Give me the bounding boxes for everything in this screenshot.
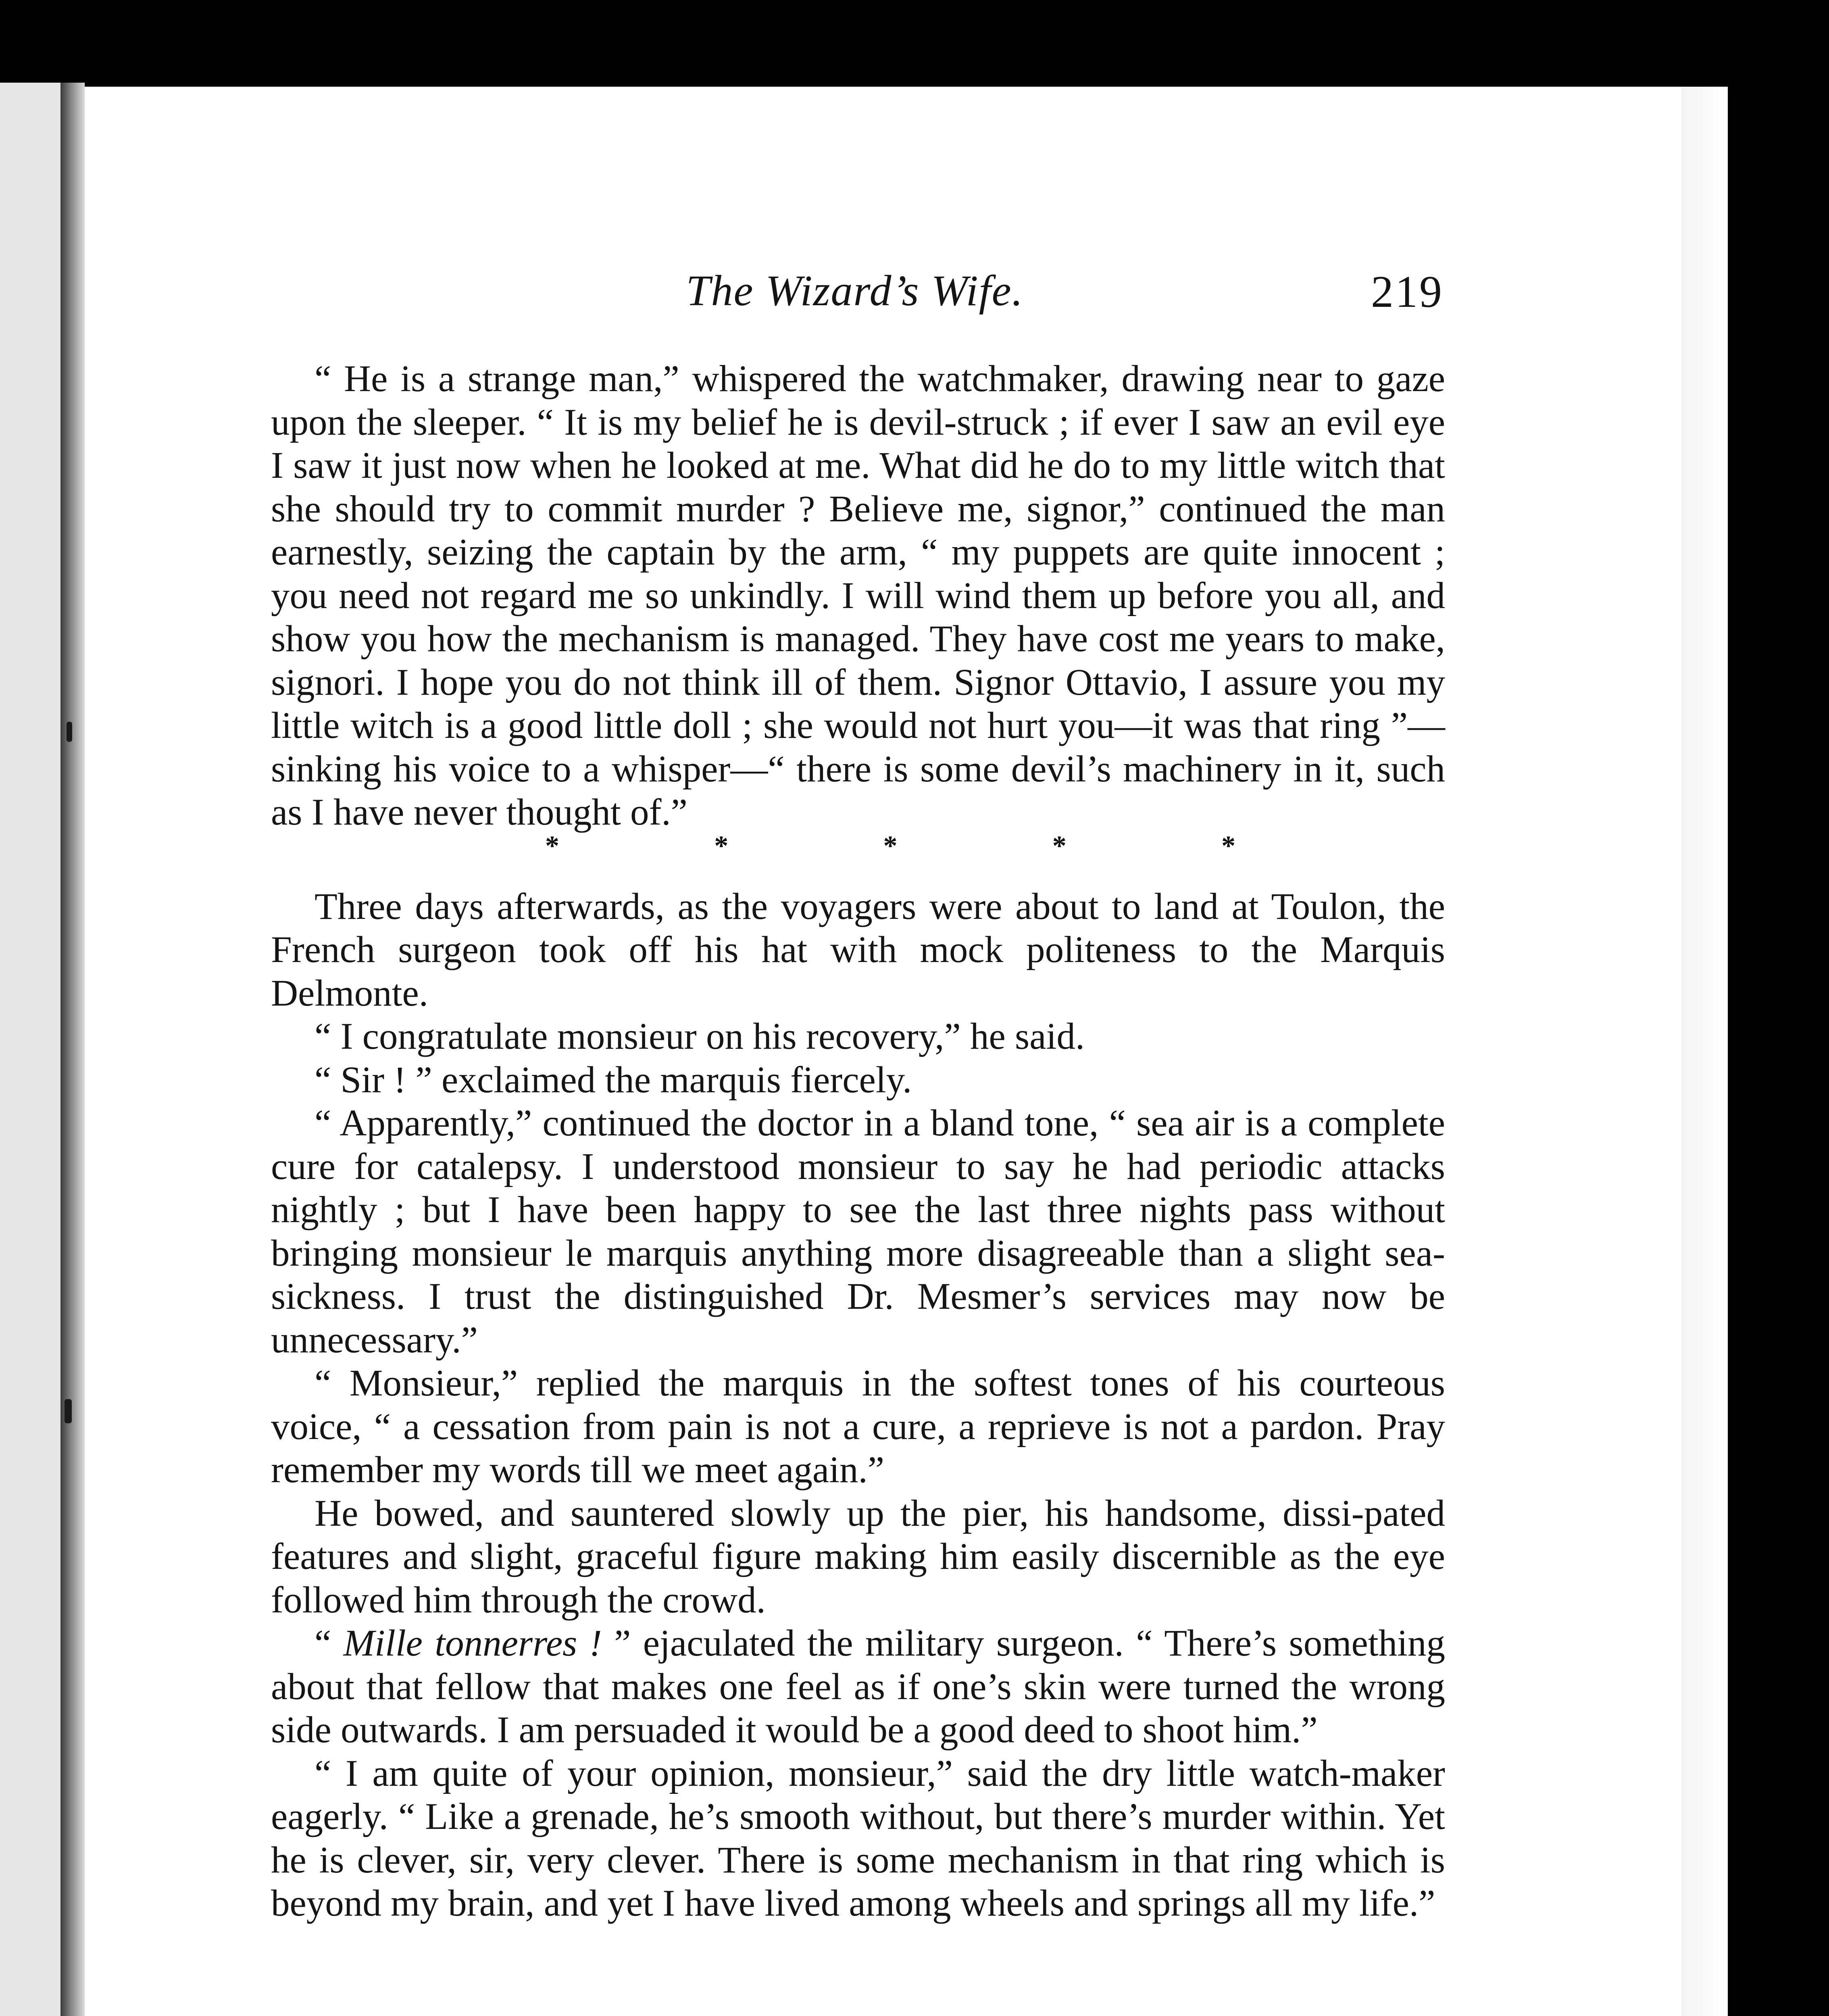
section-break — [271, 830, 1445, 878]
binding-speck — [67, 722, 72, 742]
text-run: “ Monsieur,” replied the marquis in the softest tones of his courteous voice, “ a cessation from pain is not a cure, a reprieve is not a pardon. Pray remember my words till we meet again.” — [271, 1362, 1445, 1491]
binding-gutter-shadow — [60, 83, 85, 2016]
text-run: Three days afterwards, as the voyagers were about to land at Toulon, the French surgeon took off his hat with mock politeness to the Marquis Delmonte. — [271, 885, 1445, 1014]
running-header — [266, 266, 1444, 323]
text-run: “ He is a strange man,” whispered the watchmaker, drawing near to gaze upon the sleeper. “ It is my belief he is devil-struck ; if ever I saw an evil eye I saw it just now when he looked at me. What did he do to my little witch that she should try to commit murder ? Believe me, signor,” continued the man earnestly, seizing the captain by the arm, “ my puppets are quite innocent ; you need not regard me so unkindly. I will wind them up before you all, and show you how the mechanism is managed. They have cost me years to make, signori. I hope you do not think ill of them. Signor Ottavio, I assure you my little witch is a good little doll ; she would not hurt you—it was that ring ”—sinking his voice to a whisper—“ there is some devil’s machinery in it, such as I have never thought of.” — [271, 358, 1445, 833]
text-run: “ Apparently,” continued the doctor in a bland tone, “ sea air is a complete cure for catalepsy. I understood monsieur to say he had periodic attacks nightly ; but I have been happy to see the last three nights pass without bringing monsieur le marquis anything more disagreeable than a slight sea-sickness. I trust the distinguished Dr. Mesmer’s services may now be unnecessary.” — [271, 1102, 1445, 1361]
section-break-star: * — [1052, 830, 1067, 862]
text-run: “ I am quite of your opinion, monsieur,” said the dry little watch-maker eagerly. “ Like a grenade, he’s smooth without, but there’s murder within. Yet he is clever, sir, very clever. There is some mechanism in that ring which is beyond my brain, and yet I have lived among wheels and springs all my life.” — [271, 1752, 1445, 1924]
text-run: “ — [315, 1622, 344, 1664]
paragraph — [271, 357, 1445, 834]
binding-speck — [65, 1399, 72, 1423]
paragraph — [271, 1102, 1445, 1362]
paragraph — [271, 1362, 1445, 1492]
body-text — [271, 357, 1445, 1925]
paragraph — [271, 1622, 1445, 1752]
text-run: ” ejaculated the military surgeon. “ There’s something about that fellow that makes one feel as if one’s skin were turned the wrong side outwards. I am persuaded it would be a good deed to shoot him.” — [271, 1622, 1445, 1751]
section-break-star: * — [714, 830, 729, 862]
running-title: The Wizard’s Wife. — [686, 267, 1024, 315]
section-break-star: * — [883, 830, 898, 862]
facing-page-edge — [0, 83, 60, 2016]
paragraph — [271, 885, 1445, 1015]
paragraph — [271, 1015, 1445, 1058]
italic-phrase: Mille tonnerres ! — [343, 1622, 602, 1664]
paragraph — [271, 1752, 1445, 1925]
section-break-star: * — [545, 830, 559, 862]
page-number: 219 — [1371, 267, 1444, 317]
paragraph — [271, 1058, 1445, 1102]
page-right-edge — [1681, 87, 1728, 2016]
text-run: “ Sir ! ” exclaimed the marquis fiercely. — [315, 1059, 912, 1101]
paragraph — [271, 1492, 1445, 1622]
text-run: He bowed, and sauntered slowly up the pier, his handsome, dissi-pated features and slight, graceful figure making him easily discernible as the eye followed him through the crowd. — [271, 1492, 1445, 1621]
section-break-star: * — [1221, 830, 1235, 862]
text-run: “ I congratulate monsieur on his recovery,” he said. — [315, 1016, 1085, 1057]
